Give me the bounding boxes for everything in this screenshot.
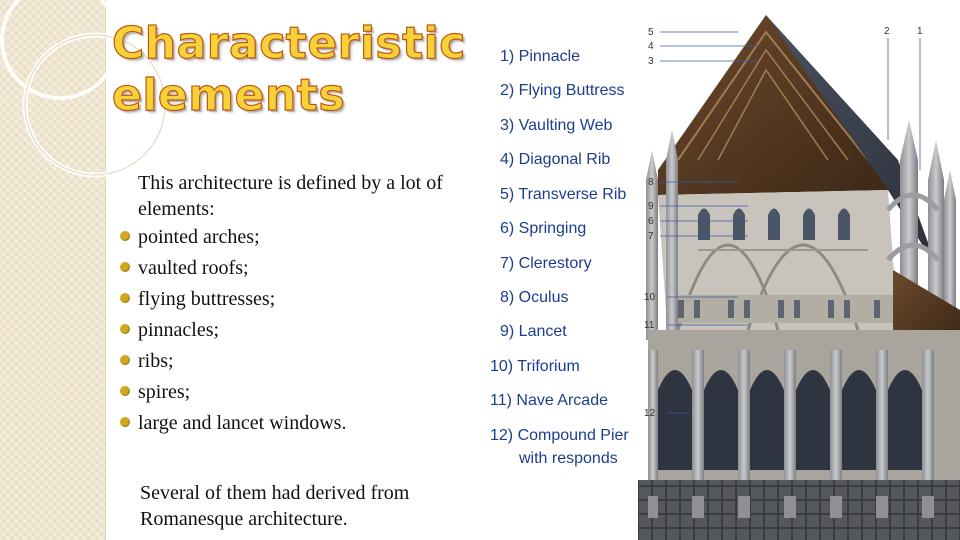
closing-text: Several of them had derived from Romanesque architecture. xyxy=(140,482,410,530)
callout-number: 11 xyxy=(644,320,655,331)
body-text xyxy=(118,170,488,439)
list-item xyxy=(118,346,488,377)
page-title xyxy=(112,18,482,122)
bullet-icon xyxy=(120,417,130,427)
label-oculus: 8) Oculus xyxy=(500,289,569,306)
nave-floor xyxy=(638,480,960,540)
label-compound-pier: 12) Compound Pier xyxy=(490,427,629,444)
callout-number: 2 xyxy=(884,26,890,37)
callout-number: 6 xyxy=(648,216,654,227)
callout-number: 5 xyxy=(648,27,654,38)
list-item-text: vaulted roofs; xyxy=(138,257,249,279)
callout-number: 12 xyxy=(644,408,656,419)
list-item xyxy=(118,253,488,284)
list-item xyxy=(118,284,488,315)
label-nave-arcade: 11) Nave Arcade xyxy=(490,392,608,409)
label-pinnacle: 1) Pinnacle xyxy=(500,48,581,65)
bullet-icon xyxy=(120,262,130,272)
callout-number: 9 xyxy=(648,201,654,212)
list-item-text: pinnacles; xyxy=(138,319,220,341)
list-item xyxy=(118,222,488,253)
callout-number: 10 xyxy=(644,292,656,303)
title-line-2: elements xyxy=(112,70,346,121)
bullet-icon xyxy=(120,231,130,241)
callout-number: 3 xyxy=(648,56,654,67)
bullet-icon xyxy=(120,324,130,334)
list-item-text: flying buttresses; xyxy=(138,288,276,310)
label-diagonal-rib: 4) Diagonal Rib xyxy=(500,151,611,168)
label-lancet: 9) Lancet xyxy=(500,323,567,340)
bullet-icon xyxy=(120,293,130,303)
list-item-text: spires; xyxy=(138,381,191,403)
list-item-text: ribs; xyxy=(138,350,174,372)
label-transverse-rib: 5) Transverse Rib xyxy=(500,186,627,203)
list-item-text: pointed arches; xyxy=(138,226,260,248)
intro-text: This architecture is defined by a lot of elements: xyxy=(138,172,443,220)
title-line-1: Characteristic xyxy=(112,18,466,69)
list-item xyxy=(118,315,488,346)
label-clerestory: 7) Clerestory xyxy=(500,255,592,272)
callout-number: 7 xyxy=(648,231,654,242)
callout-number: 8 xyxy=(648,177,654,188)
callout-number: 4 xyxy=(648,41,654,52)
label-vaulting-web: 3) Vaulting Web xyxy=(500,117,613,134)
cathedral-illustration xyxy=(638,10,960,540)
callout-number: 1 xyxy=(917,26,923,37)
label-with-responds: with responds xyxy=(519,450,618,467)
label-flying-buttress: 2) Flying Buttress xyxy=(500,82,625,99)
label-springing: 6) Springing xyxy=(500,220,587,237)
bullet-icon xyxy=(120,355,130,365)
bullet-list xyxy=(118,222,488,439)
label-triforium: 10) Triforium xyxy=(490,358,580,375)
list-item-text: large and lancet windows. xyxy=(138,412,347,434)
bullet-icon xyxy=(120,386,130,396)
list-item xyxy=(118,377,488,408)
list-item xyxy=(118,408,488,439)
